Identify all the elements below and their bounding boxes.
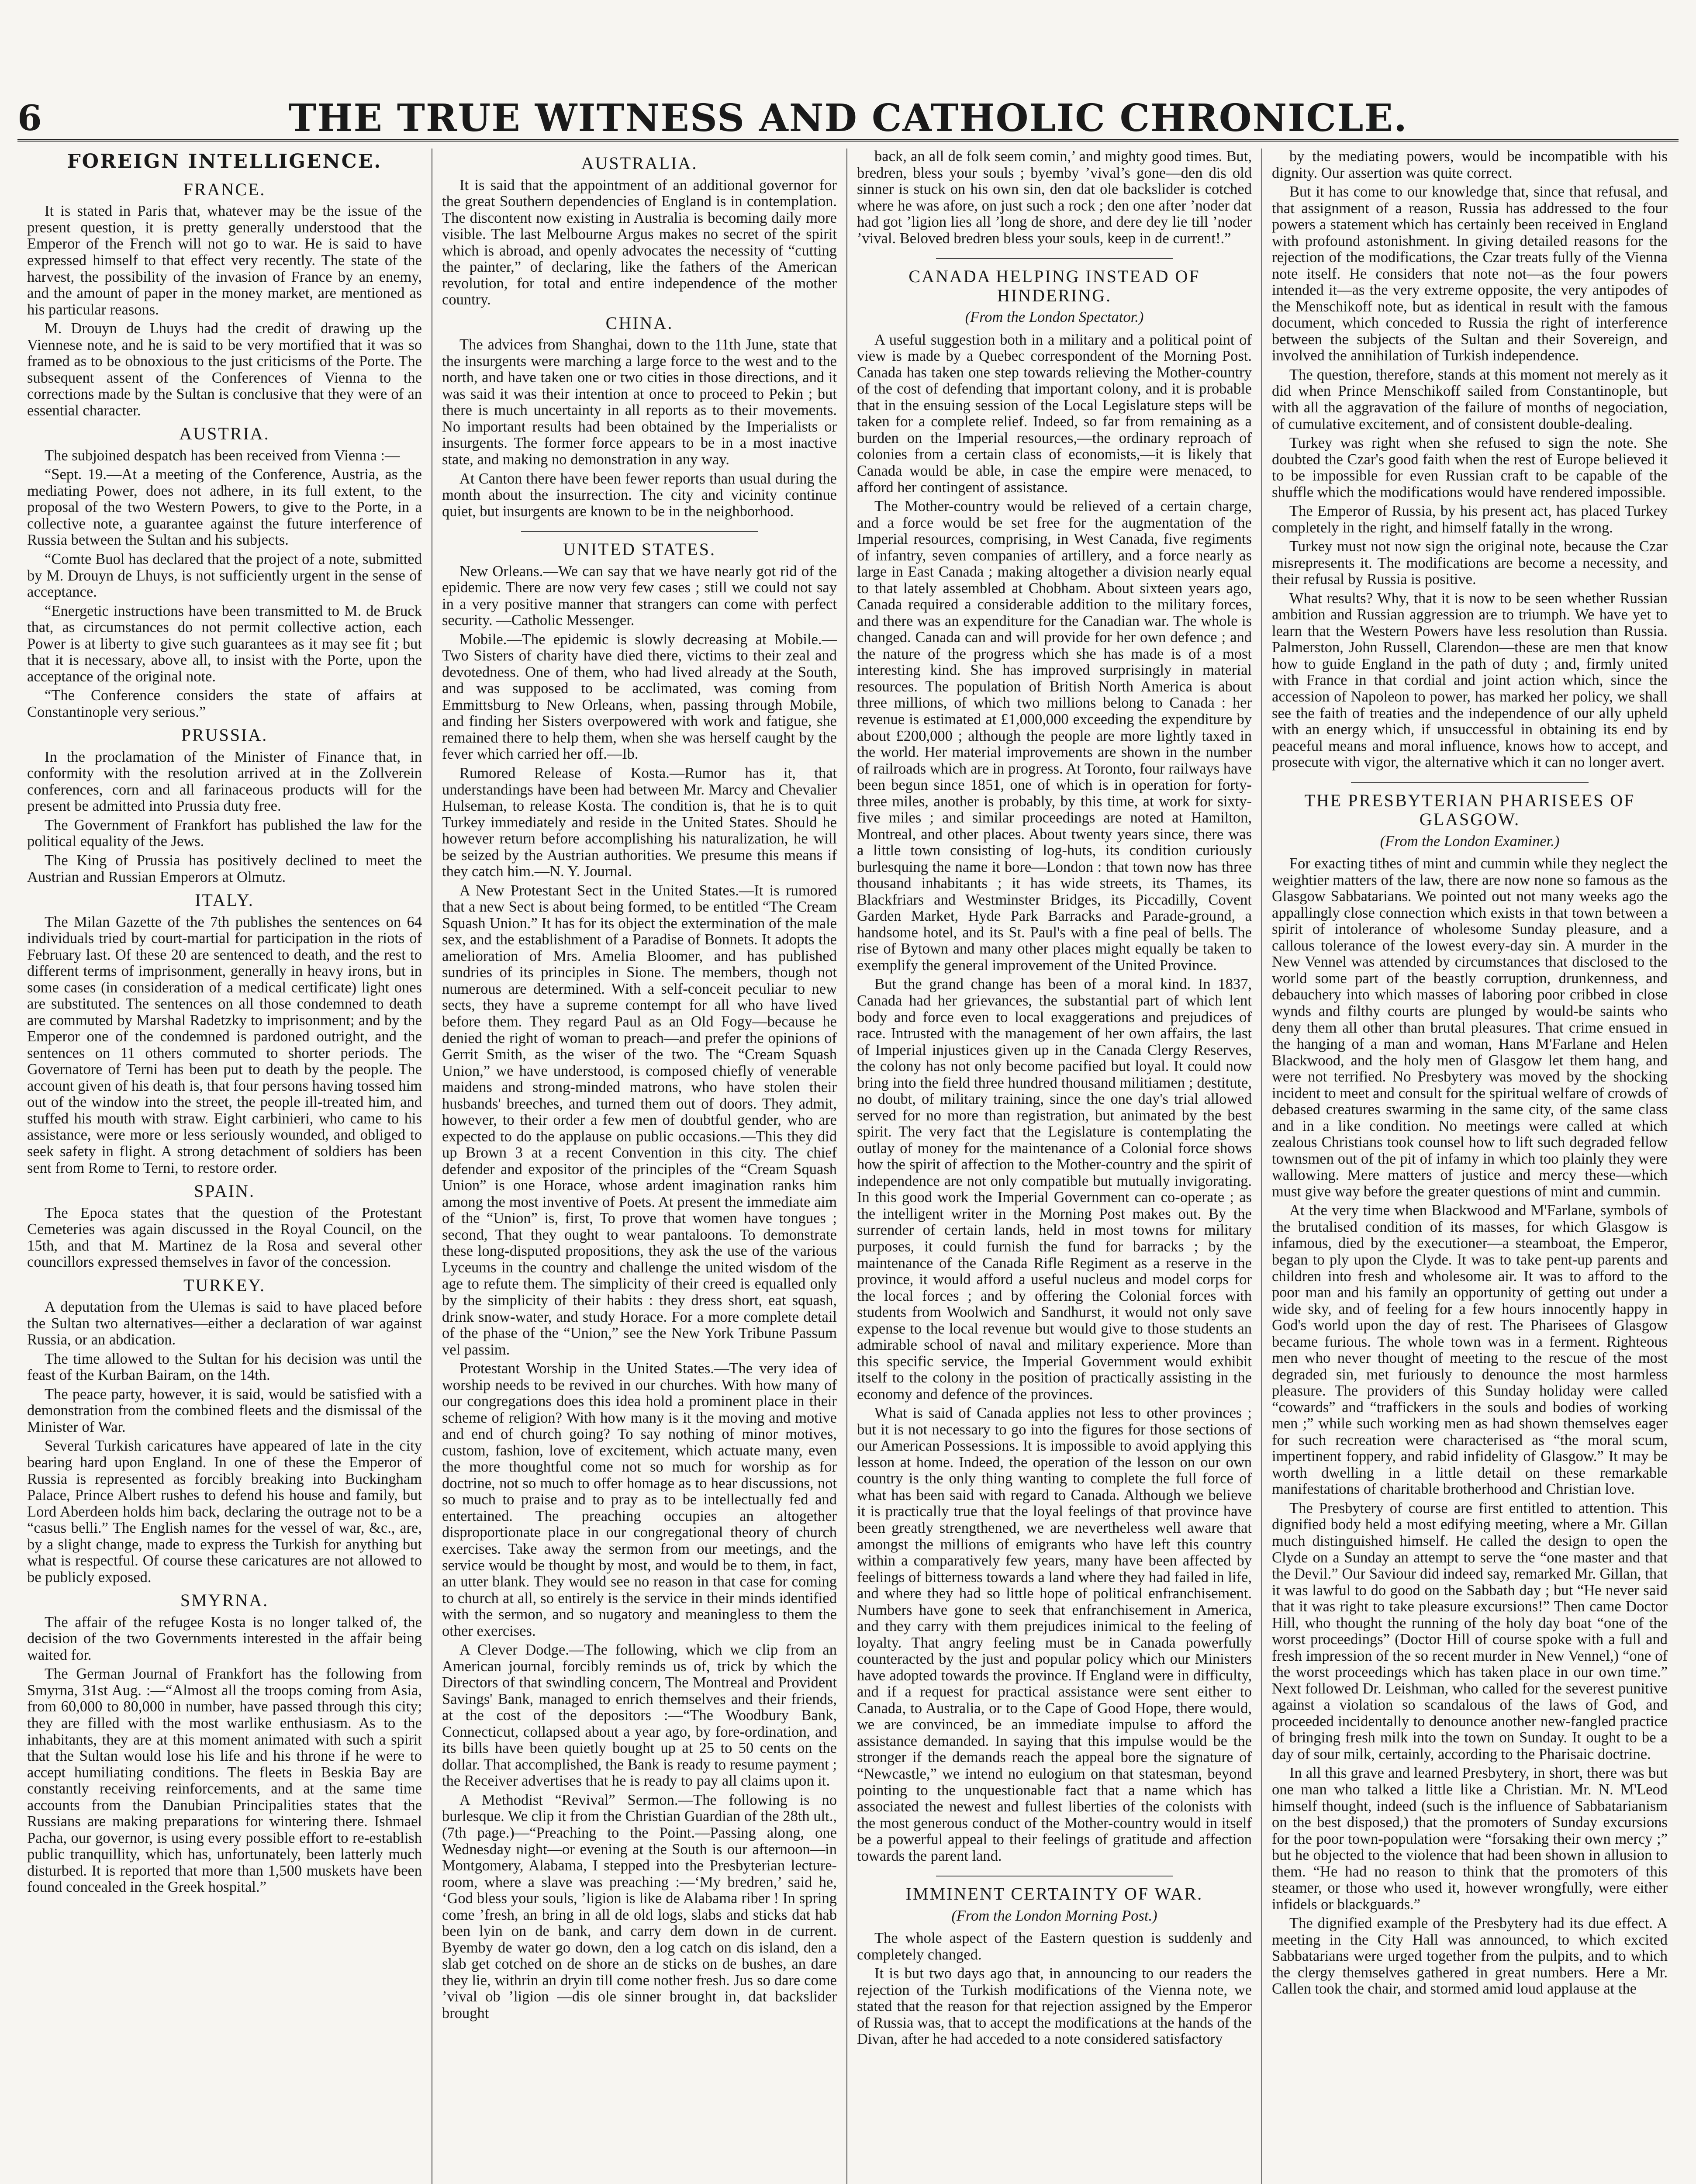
- article-paragraph: It is stated in Paris that, whatever may be the issue of the present question, it is pretty generally understood that the Emperor of the French will not go to war. He is said to have expressed himself to that effect very recently. The state of the harvest, the possibility of the invasion of France by an enemy, and the amount of paper in the money market, are mentioned as his particular reasons.: [27, 203, 422, 318]
- article-paragraph: What is said of Canada applies not less to other provinces ; but it is not necessary to go into the figures for those sections of our American Possessions. It is impossible to avoid applying this lesson at home. Indeed, the operation of the lesson on our own country is the only thing wanting to complete the full force of what has been said with regard to Canada. Although we believe it is practically true that the loyal feelings of that province have been greatly strengthened, we are nevertheless well aware that amongst the millions of emigrants who have left this country within a comparatively few years, many have been affected by feelings of bitterness towards a land where they had failed in life, and where they had so little hope of political enfranchisement. Numbers have gone to seek that enfranchisement in America, and they carry with them prejudices inimical to the feeling of loyalty. That angry feeling must be in Canada powerfully counteracted by the just and popular policy which our Ministers have adopted towards the province. If England were in difficulty, and if a request for practical assistance were sent either to Canada, to Australia, or to the Cape of Good Hope, there would, we are convinced, be an immediate impulse to afford the assistance demanded. In saying that this impulse would be the stronger if the demands reach the appeal bore the signature of “Newcastle,” we intend no eulogium on that statesman, beyond pointing to the unquestionable fact that a name which has associated the newest and fullest liberties of the colonists with the most generous conduct of the Mother-country would in itself be a powerful appeal to their feelings of gratitude and affection towards the parent land.: [857, 1405, 1252, 1864]
- article-heading: SPAIN.: [194, 1181, 255, 1201]
- article-paragraph: New Orleans.—We can say that we have nearly got rid of the epidemic. There are now very few cases ; still we could not say in a very positive manner that strangers can come with perfect security. —Catholic Messenger.: [442, 563, 837, 629]
- article-paragraph: Turkey was right when she refused to sign the note. She doubted the Czar's good faith when the rest of Europe believed it to be impossible for even Russian craft to be capable of the shuffle which the modifications would have rendered impossible.: [1272, 435, 1668, 501]
- article-paragraph: back, an all de folk seem comin,’ and mighty good times. But, bredren, bless your souls ; byemby ’vival’s gone—den dis old sinner is stuck on his own sin, den dat ole backslider is cotched where he was afore, on just such a rock ; den one after ’noder dat had got ’ligion lies all ’long de shore, and dere dey lie till ’noder ’vival. Beloved bredren bless your souls, keep in de current!.”: [857, 149, 1252, 247]
- article-paragraph: The subjoined despatch has been received from Vienna :—: [45, 447, 400, 464]
- article-heading: CHINA.: [605, 313, 674, 333]
- article-paragraph: The dignified example of the Presbytery had its due effect. A meeting in the City Hall was announced, to which excited Sabbatarians were urged together from the pulpits, and to which the clergy themselves gathered in great numbers. Here a Mr. Callen took the chair, and stormed amid loud applause at the: [1272, 1915, 1668, 1997]
- article-paragraph: At the very time when Blackwood and M'Farlane, symbols of the brutalised condition of its masses, for which Glasgow is infamous, died by the executioner—a steamboat, the Emperor, began to ply upon the Clyde. It was to take pent-up parents and children into fresh and wholesome air. It was to afford to the poor man and his family an opportunity of getting out under a wide sky, and of feeling for a few hours innocently happy in God's world upon the day of rest. The Pharisees of Glasgow became furious. The whole town was in a ferment. Righteous men who never thought of meeting to the rescue of the most degraded sin, met furiously to denounce the most harmless pleasure. The providers of this Sunday holiday were called “cowards” and “traffickers in the souls and bodies of working men ;” while such working men as had shown themselves eager for such recreation were characterised as “the moral scum, impertinent foppery, and rabid infidelity of Glasgow.” It may be worth dwelling in a little detail on these remarkable manifestations of charitable brotherhood and Christian love.: [1272, 1202, 1668, 1498]
- article-paragraph: “Comte Buol has declared that the project of a note, submitted by M. Drouyn de Lhuys, is not sufficiently urgent in the sense of acceptance.: [27, 550, 422, 601]
- newspaper-title: THE TRUE WITNESS AND CATHOLIC CHRONICLE.: [288, 96, 1408, 140]
- masthead: [17, 96, 1679, 140]
- column-1: [17, 149, 432, 2184]
- article-paragraph: The affair of the refugee Kosta is no longer talked of, the decision of the two Governments interested in the affair being waited for.: [27, 1614, 422, 1663]
- article-paragraph: The Government of Frankfort has published the law for the political equality of the Jews.: [27, 816, 422, 850]
- article-source: (From the London Examiner.): [1380, 833, 1560, 850]
- article-heading: PRUSSIA.: [181, 725, 268, 745]
- article-paragraph: In the proclamation of the Minister of Finance that, in conformity with the resolution arrived at in the Zollverein conferences, corn and all farinaceous products will for the present be admitted into Prussia duty free.: [27, 748, 422, 815]
- article-divider: [1351, 782, 1589, 783]
- article-paragraph: A Clever Dodge.—The following, which we clip from an American journal, forcibly reminds us of, trick by which the Directors of that swindling concern, The Montreal and Provident Savings' Bank, managed to enrich themselves and their friends, at the cost of the depositors :—“The Woodbury Bank, Connecticut, collapsed about a year ago, by fore-ordination, and its bills have been quietly bought up at 25 to 50 cents on the dollar. That accomplished, the Bank is ready to resume payment ; the Receiver advertises that he is ready to pay all claims upon it.: [442, 1641, 837, 1790]
- article-paragraph: A Methodist “Revival” Sermon.—The following is no burlesque. We clip it from the Christian Guardian of the 28th ult., (7th page.)—“Preaching to the Point.—Passing along, one Wednesday night—or evening at the South is our afternoon—in Montgomery, Alabama, I stepped into the Presbyterian lecture-room, where a slave was preaching :—‘My bredren,’ said he, ‘God bless your souls, ’ligion is like de Alabama riber ! In spring come ’fresh, an bring in all de old logs, slabs and sticks dat hab been lyin on de bank, and carry dem down in de current. Byemby de water go down, den a log catch on dis island, den a slab get cotched on de shore an de sticks on de bushes, an dare they lie, withrin an dryin till come nother fresh. Jus so dare come ’vival ob ’ligion —dis ole sinner brought in, dat backslider brought: [442, 1791, 837, 2022]
- article-paragraph: The Presbytery of course are first entitled to attention. This dignified body held a most edifying meeting, where a Mr. Gillan much distinguished himself. He called the design to open the Clyde on a Sunday an attempt to serve the “one master and that the Devil.” Our Saviour did indeed say, remarked Mr. Gillan, that it was lawful to do good on the Sabbath day ; but “He never said that it was right to take pleasure excursions!” Then came Doctor Hill, who thought the running of the holy day boat “one of the worst proceedings” (Doctor Hill of course spoke with a full and fresh impression of the so recent murder in New Vennel,) “one of the worst proceedings which has taken place in our own time.” Next followed Dr. Leishman, who called for the severest punitive against a violation so scandalous of the laws of God, and proceeded incidentally to denounce another new-fangled practice of bringing fresh milk into the town on Sunday. It ought to be a day of sour milk, certainly, according to the Pharisaic doctrine.: [1272, 1500, 1668, 1762]
- article-paragraph: M. Drouyn de Lhuys had the credit of drawing up the Viennese note, and he is said to be very mortified that it was so framed as to be obnoxious to the just criticisms of the Porte. The subsequent assent of the Conferences of Vienna to the corrections made by the Sultan is conclusive that they were of an essential character.: [27, 320, 422, 419]
- article-heading: SMYRNA.: [180, 1590, 269, 1610]
- article-paragraph: Several Turkish caricatures have appeared of late in the city bearing hard upon England. In one of these the Emperor of Russia is represented as forcibly breaking into Buckingham Palace, Prince Albert rushes to defend his house and family, but Lord Aberdeen holds him back, declaring the outrage not to be a “casus belli.” The English names for the vessel of war, &c., are, by a slight change, made to express the Turkish for anything but what is respectful. Of course these caricatures are not allowed to be publicly exposed.: [27, 1438, 422, 1586]
- article-paragraph: A New Protestant Sect in the United States.—It is rumored that a new Sect is about being formed, to be entitled “The Cream Squash Union.” It has for its object the extermination of the male sex, and the establishment of a Paradise of Bonnets. It adopts the amelioration of Mrs. Amelia Bloomer, and has published sundries of its principles in Sione. The members, though not numerous are determined. With a self-conceit peculiar to new sects, they have a supreme contempt for all who have lived before them. They regard Paul as an Old Fogy—because he denied the right of woman to preach—and prefer the opinions of Gerrit Smith, as the wiser of the two. The “Cream Squash Union,” we have understood, is composed chiefly of venerable maidens and strong-minded matrons, who have stolen their husbands' breeches, and turned them out of doors. They admit, however, to their order a few men of doubtful gender, who are expected to do the applause on public occasions.—This they did up Brown 3 at a recent Convention in this city. The chief defender and expositor of the principles of the “Cream Squash Union” is one Horace, whose ardent imagination ranks him among the most inventive of Poets. At present the immediate aim of the “Union” is, first, To prove that women have tongues ; second, That they ought to wear pantaloons. To demonstrate these long-disputed propositions, they ask the use of the various Lyceums in the country and challenge the united wisdom of the age to refute them. The simplicity of their creed is equalled only by the simplicity of their habits : they dress short, eat squash, drink snow-water, and study Horace. For a more complete detail of the phase of the “Union,” see the New York Tribune Passum vel passim.: [442, 882, 837, 1358]
- page-number: 6: [17, 97, 42, 138]
- article-paragraph: The peace party, however, it is said, would be satisfied with a demonstration from the combined fleets and the dismissal of the Minister of War.: [27, 1386, 422, 1435]
- article-paragraph: “The Conference considers the state of affairs at Constantinople very serious.”: [27, 687, 422, 720]
- article-paragraph: The German Journal of Frankfort has the following from Smyrna, 31st Aug. :—“Almost all the troops coming from Asia, from 60,000 to 80,000 in number, have passed through this city; they are filled with the most warlike enthusiasm. As to the inhabitants, they are at this moment animated with such a spirit that the Sultan would lose his life and his throne if he were to accept humiliating conditions. The fleets in Beskia Bay are constantly receiving reinforcements, and at the same time accounts from the Danubian Principalities states that the Russians are making preparations for wintering there. Ishmael Pacha, our governor, is using every possible effort to re-establish public tranquillity, which has, unfortunately, been latterly much disturbed. It is reported that more than 1,500 muskets have been found concealed in the Greek hospital.”: [27, 1666, 422, 1896]
- newspaper-columns: [17, 149, 1679, 2184]
- article-paragraph: The time allowed to the Sultan for his decision was until the feast of the Kurban Bairam, on the 14th.: [27, 1350, 422, 1384]
- article-paragraph: At Canton there have been fewer reports than usual during the month about the insurrection. The city and vicinity continue quiet, but insurgents are known to be in the neighborhood.: [442, 470, 837, 520]
- article-source: (From the London Spectator.): [965, 309, 1144, 326]
- article-paragraph: But it has come to our knowledge that, since that refusal, and that assignment of a reason, Russia has addressed to the four powers a statement which has certainly been received in England with profound astonishment. In giving detailed reasons for the rejection of the modifications, the Czar treats fully of the Vienna note itself. He considers that note not—as the four powers intended it—as the very extreme opposite, the very antipodes of the Menschikoff note, but as identical in result with the famous document, which conceded to Russia the right of interference between the subjects of the Sultan and their Sovereign, and involved the annihilation of Turkish independence.: [1272, 183, 1668, 364]
- article-heading: FRANCE.: [183, 179, 266, 199]
- article-heading: AUSTRIA.: [179, 424, 270, 444]
- article-paragraph: For exacting tithes of mint and cummin while they neglect the weightier matters of the law, there are now none so famous as the Glasgow Sabbatarians. We pointed out not many weeks ago the appallingly close connection which exists in that town between a spirit of intolerance of wholesome Sunday pleasure, and a callous tolerance of the lowest every-day sin. A murder in the New Vennel was attended by circumstances that disclosed to the world some part of the beastly corruption, drunkenness, and debauchery into which masses of laboring poor cribbed in close wynds and filthy courts are plunged by would-be saints who deny them all other than brutal pleasures. That crime ensued in the hanging of a man and woman, Hans M'Farlane and Helen Blackwood, and the holy men of Glasgow let them hang, and were not terrified. No Presbytery was moved by the shocking incident to meet and consult for the spiritual welfare of crowds of debased creatures swarming in the same city, of the same class and in a like condition. No meetings were called at which zealous Christians took counsel how to lift such degraded fellow townsmen out of the pit of infamy in which too plainly they were wallowing. Mere matters of justice and mercy these—which must give way before the greater questions of mint and cummin.: [1272, 855, 1668, 1200]
- article-paragraph: It is said that the appointment of an additional governor for the great Southern dependencies of England is in contemplation. The discontent now existing in Australia is becoming daily more visible. The last Melbourne Argus makes no secret of the spirit which is abroad, and openly advocates the necessity of “cutting the painter,” of declaring, like the fathers of the American revolution, for total and entire independence of the mother country.: [442, 176, 837, 308]
- article-paragraph: “Energetic instructions have been transmitted to M. de Bruck that, as circumstances do not permit collective action, each Power is at liberty to give such guarantees as it may see fit ; but that it is necessary, above all, to insist with the Porte, upon the acceptance of the original note.: [27, 602, 422, 685]
- article-heading: CANADA HELPING INSTEAD OF HINDERING.: [908, 266, 1200, 305]
- article-paragraph: The Emperor of Russia, by his present act, has placed Turkey completely in the right, and himself fatally in the wrong.: [1272, 503, 1668, 536]
- article-paragraph: Turkey must not now sign the original note, because the Czar misrepresents it. The modifications are become a necessity, and their refusal by Russia is positive.: [1272, 538, 1668, 588]
- article-paragraph: by the mediating powers, would be incompatible with his dignity. Our assertion was quite correct.: [1272, 149, 1668, 181]
- section-heading: FOREIGN INTELLIGENCE.: [67, 150, 382, 173]
- article-paragraph: A useful suggestion both in a military and a political point of view is made by a Quebec correspondent of the Morning Post. Canada has taken one step towards relieving the Mother-country of the cost of defending that important colony, and it is probable that in the ensuing session of the Local Legislature steps will be taken for a complete relief. Indeed, so far from remaining as a burden on the Imperial resources,—the ordinary reproach of colonies from a certain class of economists,—it is likely that Canada would be able, in case the empire were menaced, to afford her contingent of assistance.: [857, 331, 1252, 496]
- article-heading: IMMINENT CERTAINTY OF WAR.: [905, 1884, 1203, 1904]
- article-paragraph: In all this grave and learned Presbytery, in short, there was but one man who talked a little like a Christian. Mr. N. M'Leod himself thought, indeed (such is the influence of Sabbatarianism on the best disposed,) that the promoters of Sunday excursions for the poor town-population were “forsaking their own mercy ;” but he objected to the violence that had been shown in allusion to them. “He had no reason to think that the promoters of this steamer, or those who used it, however wrongfully, were either infidels or blackguards.”: [1272, 1765, 1668, 1913]
- article-heading: THE PRESBYTERIAN PHARISEES OF GLASGOW.: [1304, 790, 1635, 829]
- article-heading: TURKEY.: [183, 1275, 266, 1295]
- article-paragraph: The Epoca states that the question of the Protestant Cemeteries was again discussed in the Royal Council, on the 15th, and that M. Martinez de la Rosa and several other councillors expressed themselves in favor of the concession.: [27, 1204, 422, 1271]
- article-heading: UNITED STATES.: [563, 539, 716, 560]
- masthead-rule: [17, 139, 1679, 142]
- article-heading: AUSTRALIA.: [581, 153, 698, 173]
- article-paragraph: “Sept. 19.—At a meeting of the Conference, Austria, as the mediating Power, does not adhere, in its full extent, to the proposal of the two Western Powers, to give to the Porte, in a collective note, a guarantee against the future interference of Russia between the Sultan and his subjects.: [27, 466, 422, 549]
- article-source: (From the London Morning Post.): [951, 1907, 1157, 1924]
- article-paragraph: It is but two days ago that, in announcing to our readers the rejection of the Turkish modifications of the Vienna note, we stated that the reason for that rejection assigned by the Emperor of Russia was, that to accept the modifications at the hands of the Divan, after he had acceded to a note considered satisfactory: [857, 1965, 1252, 2048]
- article-paragraph: The Mother-country would be relieved of a certain charge, and a force would be set free for the augmentation of the Imperial resources, comprising, in West Canada, five regiments of infantry, seven companies of artillery, and a force nearly as large in East Canada ; making altogether a division nearly equal to that lately assembled at Chobham. About sixteen years ago, Canada required a considerable addition to the military forces, and there was an expenditure for the Canadian war. The whole is changed. Canada can and will provide for her own defence ; and the nature of the progress which she has made is of a most interesting kind. She has improved surprisingly in material resources. The population of British North America is about three millions, of which two millions belong to Canada : her revenue is estimated at £1,000,000 exceeding the expenditure by about £200,000 ; although the people are more lightly taxed in the world. Her material improvements are shown in the number of railroads which are in progress. At Toronto, four railways have been begun since 1851, one of which is in operation for forty-three miles, another is probably, by this time, at work for sixty-five miles ; and similar proceedings are noted at Hamilton, Montreal, and other places. About twenty years since, there was a little town consisting of log-huts, its condition curiously burlesquing the name it bore—London : that town now has three thousand inhabitants ; it has wide streets, its Thames, its Blackfriars and Westminster Bridges, its Piccadilly, Covent Garden Market, Hyde Park Barracks and Parade-ground, a handsome hotel, and its St. Paul's with a fine peal of bells. The rise of Bytown and many other places might equally be taken to exemplify the general improvement of the United Province.: [857, 498, 1252, 974]
- article-paragraph: The King of Prussia has positively declined to meet the Austrian and Russian Emperors at Olmutz.: [27, 852, 422, 885]
- article-heading: ITALY.: [195, 890, 254, 910]
- article-paragraph: The question, therefore, stands at this moment not merely as it did when Prince Menschikoff sailed from Constantinople, but with all the aggravation of the failure of months of negociation, of cumulative excitement, and of consistent double-dealing.: [1272, 366, 1668, 432]
- article-divider: [521, 531, 758, 532]
- column-4: [1262, 149, 1677, 2184]
- article-paragraph: The advices from Shanghai, down to the 11th June, state that the insurgents were marching a large force to the west and to the north, and have taken one or two cities in those directions, and it was said it was their intention at once to proceed to Pekin ; but there is much uncertainty in all reports as to their movements. No important results had been obtained by the Imperialists or insurgents. The former force appears to be in a most inactive state, and making no demonstration in any way.: [442, 336, 837, 468]
- column-3: [847, 149, 1262, 2184]
- article-paragraph: A deputation from the Ulemas is said to have placed before the Sultan two alternatives—either a declaration of war against Russia, or an abdication.: [27, 1299, 422, 1348]
- article-divider: [936, 258, 1173, 259]
- article-paragraph: The Milan Gazette of the 7th publishes the sentences on 64 individuals tried by court-martial for participation in the riots of February last. Of these 20 are sentenced to death, and the rest to different terms of imprisonment, generally in heavy irons, but in some cases (in consideration of a medical certificate) light ones are substituted. The sentences on all those condemned to death are commuted by Marshal Radetzky to imprisonment; and by the Emperor one of the condemned is pardoned outright, and the sentences on 11 others commuted to shorter periods. The Governatore of Terni has been put to death by the people. The account given of his death is, that four persons having tossed him out of the window into the street, the people ill-treated him, and stuffed his mouth with straw. Eight carbinieri, who came to his assistance, were more or less seriously wounded, and obliged to seek safety in flight. A strong detachment of soldiers has been sent from Rome to Terni, to restore order.: [27, 913, 422, 1176]
- article-paragraph: But the grand change has been of a moral kind. In 1837, Canada had her grievances, the substantial part of which lent body and force even to local exaggerations and prejudices of race. Intrusted with the management of her own affairs, the last of Imperial injustices given up in the Canada Clergy Reserves, the colony has not only become pacified but loyal. It could now bring into the field three hundred thousand militiamen ; destitute, no doubt, of military training, since the one day's trial allowed served for no more than registration, but animated by the best spirit. The very fact that the Legislature is contemplating the outlay of money for the maintenance of a Colonial force shows how the spirit of affection to the Mother-country and the spirit of independence are not only compatible but mutually invigorating. In this good work the Imperial Government can co-operate ; as the intelligent writer in the Morning Post makes out. By the surrender of certain lands, held in most towns for military purposes, it could furnish the fund for barracks ; by the maintenance of the Canada Rifle Regiment as a reserve in the province, it would afford a useful nucleus and model corps for the local forces ; and by offering the Colonial forces with students from Woolwich and Sandhurst, it would not only save expense to the local revenue but would give to those students an admirable school of naval and military experience. More than this specific service, the Imperial Government would exhibit itself to the colony in the position of practically assisting in the economy and defence of the provinces.: [857, 976, 1252, 1403]
- article-paragraph: The whole aspect of the Eastern question is suddenly and completely changed.: [857, 1930, 1252, 1963]
- article-paragraph: Rumored Release of Kosta.—Rumor has it, that understandings have been had between Mr. Marcy and Chevalier Hulseman, to release Kosta. The condition is, that he is to quit Turkey immediately and reside in the United States. Should he however return before accomplishing his naturalization, he will be seized by the Austrian authorities. We presume this means if they catch him.—N. Y. Journal.: [442, 765, 837, 880]
- column-2: [432, 149, 847, 2184]
- article-paragraph: Mobile.—The epidemic is slowly decreasing at Mobile.—Two Sisters of charity have died there, victims to their zeal and devotedness. One of them, who had lived already at the South, and was supposed to be acclimated, was coming from Emmittsburg to New Orleans, when, passing through Mobile, and finding her Sisters overpowered with work and fatigue, she remained there to help them, when she was herself caught by the fever which carried her off.—Ib.: [442, 631, 837, 763]
- article-paragraph: Protestant Worship in the United States.—The very idea of worship needs to be revived in our churches. With how many of our congregations does this idea hold a prominent place in their scheme of religion? With how many is it the moving and motive and end of church going? To say nothing of minor motives, custom, fashion, love of excitement, which actuate many, even the more thoughtful come not so much for worship as for doctrine, not so much to offer homage as to hear discussions, not so much to praise and to pray as to be intellectually fed and entertained. The preaching occupies an altogether disproportionate place in our congregational theory of church exercises. Take away the sermon from our meetings, and the service would be thought by most, and would be to them, in fact, an utter blank. They would see no reason in that case for coming to church at all, so entirely is the service in their minds identified with the sermon, and so nugatory and meaningless to them the other exercises.: [442, 1360, 837, 1639]
- article-paragraph: What results? Why, that it is now to be seen whether Russian ambition and Russian aggression are to triumph. We have yet to learn that the Western Powers have less resolution than Russia. Palmerston, John Russell, Clarendon—these are men that know how to guide England in the path of duty ; and, firmly united with France in that cordial and joint action which, since the accession of Napoleon to power, has marked her policy, we shall see the faith of treaties and the independence of our ally upheld with an energy which, if unsuccessful in obtaining its end by peaceful means and moral influence, knows how to accept, and prosecute with vigor, the alternative which it can no longer avert.: [1272, 590, 1668, 771]
